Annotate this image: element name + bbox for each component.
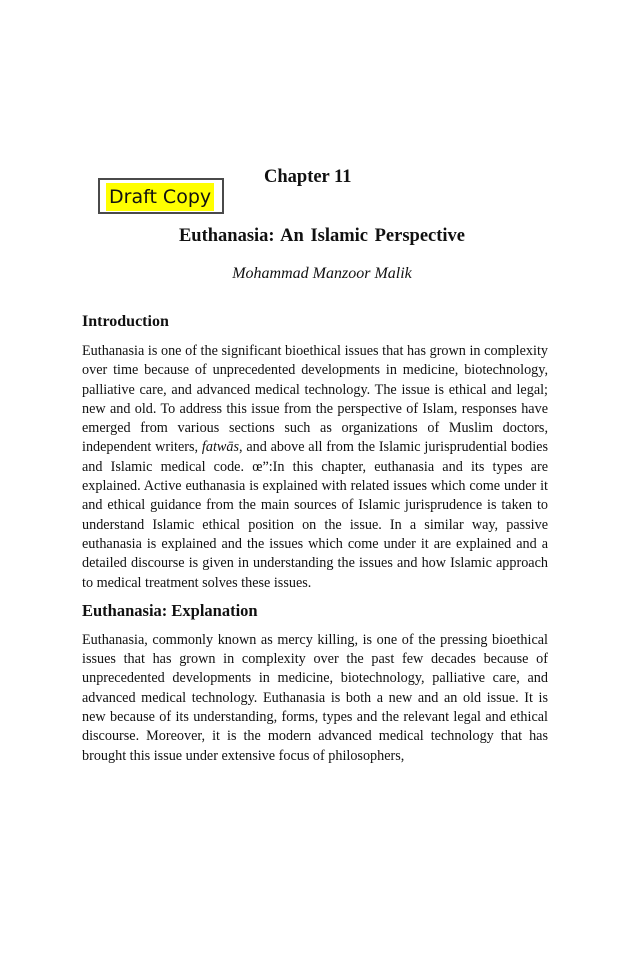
explanation-paragraph: Euthanasia, commonly known as mercy killing, is one of the pressing bioethical issues that has grown in complexity over the past few decades because of unprecedented developments in medicine, biotechnology, palliative care, and advanced medical technology. Euthanasia is both a new and an old issue. It is new because of its understanding, forms, types and the relevant legal and ethical discourse. Moreover, it is the modern advanced medical technology that has brought this issue under extensive focus of philosophers, — [82, 631, 548, 764]
section-heading-explanation: Euthanasia: Explanation — [82, 600, 258, 620]
author-name: Mohammad Manzoor Malik — [232, 265, 412, 282]
chapter-number: Chapter 11 — [264, 167, 352, 187]
intro-text-part-2: , and above all from the Islamic jurisprudential bodies and Islamic medical code. œ”:In this chapter, euthanasia and its types are explained. Active euthanasia is explained with related issues which come under it and ethical guidance from the main sources of Islamic jurisprudence is taken to understand Islamic ethical position on the issue. In a similar way, passive euthanasia is explained and the issues which come under it are explained and a detailed discourse is given in understanding the issues and how Islamic approach to medical treatment solves these issues. — [82, 439, 548, 591]
draft-copy-stamp — [98, 178, 224, 214]
intro-text-part-1: Euthanasia is one of the significant bioethical issues that has grown in complexity over time because of unprecedented developments in medicine, biotechnology, palliative care, and advanced medical technology. The issue is ethical and legal; new and old. To address this issue from the perspective of Islam, responses have emerged from various sections such as organizations of Muslim doctors, independent writers, — [82, 343, 548, 456]
section-heading-introduction: Introduction — [82, 313, 169, 330]
draft-copy-label: Draft Copy — [106, 183, 214, 211]
chapter-title: Euthanasia: An Islamic Perspective — [178, 226, 466, 246]
chapter-body — [82, 312, 548, 766]
intro-italic-term: fatwās — [201, 439, 239, 456]
introduction-paragraph — [82, 342, 548, 593]
